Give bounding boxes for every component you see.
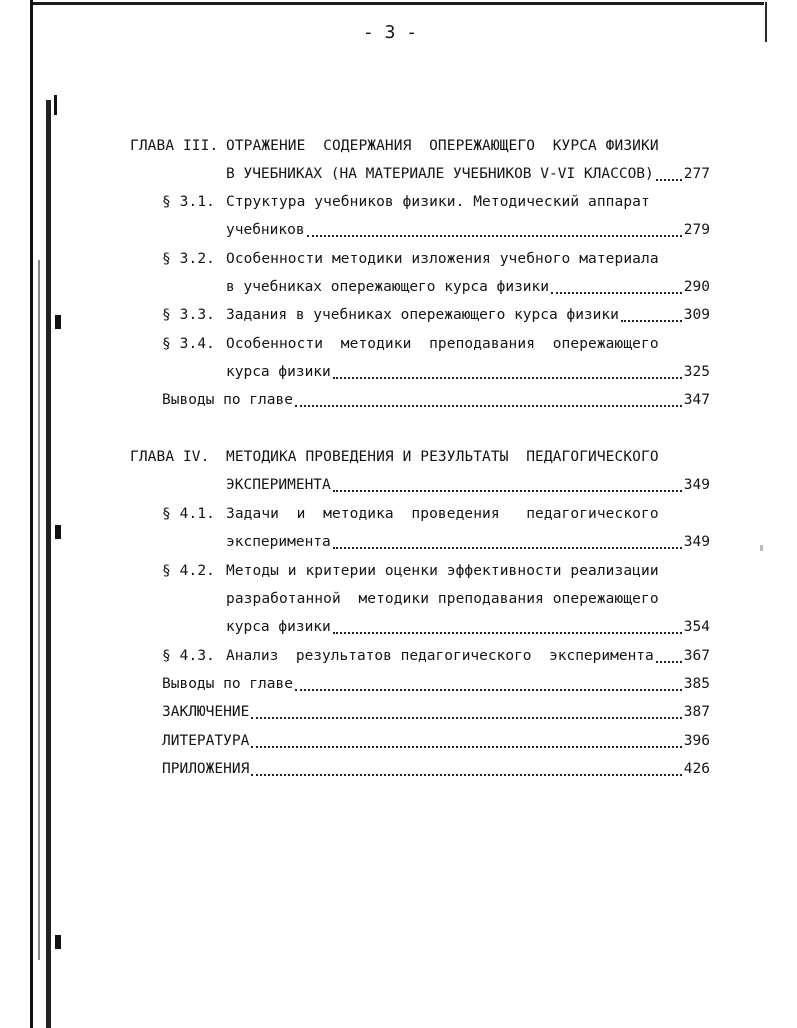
section-4-2-title-line2: разработанной методики преподавания опережающего [226, 591, 659, 607]
section-4-2-row [226, 618, 710, 636]
dot-leader [656, 659, 682, 663]
section-4-2-title-line3: курса физики [226, 619, 331, 635]
section-3-2-title-line2: в учебниках опережающего курса физики [226, 279, 550, 295]
section-3-2-page: 290 [683, 279, 710, 295]
chapter3-title-line2: В УЧЕБНИКАХ (НА МАТЕРИАЛЕ УЧЕБНИКОВ V-VI КЛАССОВ) [226, 166, 654, 182]
chapter3-conclusions-page: 347 [683, 392, 710, 408]
section-4-3-row [226, 647, 710, 665]
section-3-4-title-line2: курса физики [226, 364, 331, 380]
scan-border-right [765, 2, 767, 42]
toc-literature-page: 396 [683, 733, 710, 749]
section-4-1-title-line2: эксперимента [226, 534, 331, 550]
dot-leader [251, 772, 681, 776]
section-4-1-title-line1: Задачи и методика проведения педагогического [226, 506, 659, 522]
section-3-3-title: Задания в учебниках опережающего курса физики [226, 307, 619, 323]
section-4-1-number: § 4.1. [162, 506, 215, 522]
section-4-3-title: Анализ результатов педагогического эксперимента [226, 648, 654, 664]
chapter3-conclusions-row [162, 391, 710, 409]
section-4-1-page: 349 [683, 534, 710, 550]
dot-leader [251, 715, 681, 719]
section-3-4-number: § 3.4. [162, 336, 215, 352]
section-4-2-title-line1: Методы и критерии оценки эффективности реализации [226, 563, 659, 579]
section-3-4-row [226, 363, 710, 381]
scan-border-top [32, 2, 764, 5]
section-3-4-title-line1: Особенности методики преподавания опережающего [226, 336, 659, 352]
section-3-4-page: 325 [683, 364, 710, 380]
toc-conclusion-row [162, 703, 710, 721]
section-3-2-title-line1: Особенности методики изложения учебного материала [226, 251, 659, 267]
chapter4-title-line2: ЭКСПЕРИМЕНТА [226, 477, 331, 493]
section-3-1-row [226, 221, 710, 239]
section-3-1-number: § 3.1. [162, 194, 215, 210]
section-4-3-number: § 4.3. [162, 648, 215, 664]
dot-leader [333, 630, 682, 634]
toc-appendix-row [162, 760, 710, 778]
chapter4-conclusions-label: Выводы по главе [162, 676, 293, 692]
section-4-2-page: 354 [683, 619, 710, 635]
section-3-1-title-line1: Структура учебников физики. Методический аппарат [226, 194, 650, 210]
chapter3-title-row [226, 165, 710, 183]
toc-appendix-page: 426 [683, 761, 710, 777]
toc-appendix-label: ПРИЛОЖЕНИЯ [162, 761, 250, 777]
section-4-2-number: § 4.2. [162, 563, 215, 579]
dot-leader [295, 687, 682, 691]
dot-leader [333, 375, 682, 379]
dot-leader [307, 233, 682, 237]
chapter3-label: ГЛАВА III. [130, 138, 219, 154]
chapter4-title-line1: МЕТОДИКА ПРОВЕДЕНИЯ И РЕЗУЛЬТАТЫ ПЕДАГОГИЧЕСКОГО [226, 449, 659, 465]
dot-leader [251, 744, 681, 748]
chapter4-title-row [226, 476, 710, 494]
section-4-3-page: 367 [683, 648, 710, 664]
toc-conclusion-label: ЗАКЛЮЧЕНИЕ [162, 704, 250, 720]
section-3-2-number: § 3.2. [162, 251, 215, 267]
dot-leader [333, 488, 682, 492]
section-3-3-number: § 3.3. [162, 307, 215, 323]
chapter3-conclusions-label: Выводы по главе [162, 392, 293, 408]
dot-leader [656, 177, 682, 181]
dot-leader [551, 290, 682, 294]
chapter4-conclusions-page: 385 [683, 676, 710, 692]
toc-conclusion-page: 387 [683, 704, 710, 720]
binding-spine [0, 0, 60, 1028]
section-3-1-title-line2: учебников [226, 222, 305, 238]
page-number: - 3 - [362, 22, 418, 43]
dot-leader [621, 318, 682, 322]
scan-speck [760, 545, 763, 551]
section-4-1-row [226, 533, 710, 551]
dot-leader [295, 403, 682, 407]
section-3-3-page: 309 [683, 307, 710, 323]
chapter4-page: 349 [683, 477, 710, 493]
dot-leader [333, 545, 682, 549]
toc-literature-label: ЛИТЕРАТУРА [162, 733, 250, 749]
section-3-1-page: 279 [683, 222, 710, 238]
toc-literature-row [162, 732, 710, 750]
chapter4-label: ГЛАВА IV. [130, 449, 210, 465]
chapter3-page: 277 [683, 166, 710, 182]
section-3-2-row [226, 278, 710, 296]
chapter3-title-line1: ОТРАЖЕНИЕ СОДЕРЖАНИЯ ОПЕРЕЖАЮЩЕГО КУРСА ФИЗИКИ [226, 138, 659, 154]
chapter4-conclusions-row [162, 675, 710, 693]
section-3-3-row [226, 306, 710, 324]
